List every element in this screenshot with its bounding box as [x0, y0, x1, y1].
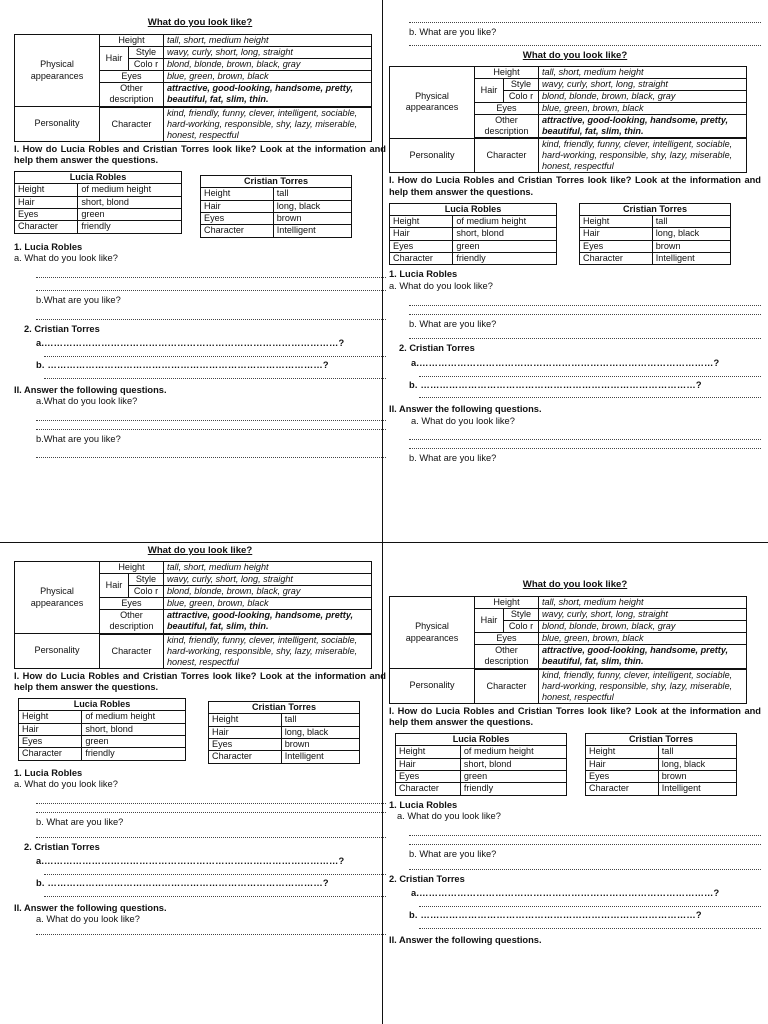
lucia-table: Lucia Robles Height of medium height Hair short, blond Eyes green Character friendly: [389, 203, 557, 266]
worksheet-title: What do you look like?: [522, 49, 628, 61]
answer-line[interactable]: [36, 829, 386, 838]
lucia-table: Lucia Robles Height of medium height Hair short, blond Eyes green Character friendly: [14, 171, 182, 234]
answer-line[interactable]: [36, 408, 386, 421]
answer-line[interactable]: [409, 836, 761, 845]
worksheet-top-left: What do you look like? Physical appearances Height tall, short, medium height Hair Style wavy, curly, short, long, straight Colo r blond, blonde, brown, black, gray Eyes blue, green, brown, black Other description attractive, good-looking, handsome, pretty, beautiful, fat, slim, thin. Personality Character kind, friendly, funny, clever, intelligent, sociable, hard-working, responsible, shy, lazy, miserable, honest, respectful I. How do Lucia Robles and Cristian Torres look like? Look at the information and help them answer the questions. Lucia Robles Height of medium height Hair short, blond Eyes green Character friendly Cristian Torres Height tall Hair long, black Eyes brown Character Intelligent 1. Lucia Robles a. What do you look like? b.What are you like? 2. Cristian Torres a.…………………………………………………………………………………? b. ……………………………………………………………………………? II. Answer the following questions. a.What do you look like? b.What are you like?: [14, 17, 386, 458]
instruction: I. How do Lucia Robles and Cristian Torres look like? Look at the information and help them answer the questions.: [14, 143, 386, 166]
answer-line[interactable]: [36, 421, 386, 430]
worksheet-bottom-right: What do you look like? Physical appearances Height tall, short, medium height Hair Style wavy, curly, short, long, straight Colo r blond, blonde, brown, black, gray Eyes blue, green, brown, black Other description attractive, good-looking, handsome, pretty, beautiful, fat, slim, thin. Personality Character kind, friendly, funny, clever, intelligent, sociable, hard-working, responsible, shy, lazy, miserable, honest, respectful I. How do Lucia Robles and Cristian Torres look like? Look at the information and help them answer the questions. Lucia Robles Height of medium height Hair short, blond Eyes green Character friendly Cristian Torres Height tall Hair long, black Eyes brown Character Intelligent 1. Lucia Robles a. What do you look like? b. What are you like? 2. Cristian Torres a.…………………………………………………………………………………? b. ……………………………………………………………………………? II. Answer the following questions.: [389, 579, 761, 945]
answer-line[interactable]: [409, 427, 761, 440]
answer-line[interactable]: [36, 791, 386, 804]
answer-line[interactable]: [44, 890, 386, 897]
answer-line[interactable]: [409, 330, 761, 339]
vocabulary-table: Physical appearances Height tall, short, medium height Hair Style wavy, curly, short, long, straight Colo r blond, blonde, brown, black, gray Eyes blue, green, brown, black Other description attractive, good-looking, handsome, pretty, beautiful, fat, slim, thin. Personality Character kind, friendly, funny, clever, intelligent, sociable, hard-working, responsible, shy, lazy, miserable, honest, respectful: [389, 66, 747, 174]
cristian-table: Cristian Torres Height tall Hair long, black Eyes brown Character Intelligent: [208, 701, 360, 764]
worksheet-top-right: b. What are you like? What do you look like? Physical appearances Height tall, short, medium height Hair Style wavy, curly, short, long, straight Colo r blond, blonde, brown, black, gray Eyes blue, green, brown, black Other description attractive, good-looking, handsome, pretty, beautiful, fat, slim, thin. Personality Character kind, friendly, funny, clever, intelligent, sociable, hard-working, responsible, shy, lazy, miserable, honest, respectful I. How do Lucia Robles and Cristian Torres look like? Look at the information and help them answer the questions. Lucia Robles Height of medium height Hair short, blond Eyes green Character friendly Cristian Torres Height tall Hair long, black Eyes brown Character Intelligent 1. Lucia Robles a. What do you look like? b. What are you like? 2. Cristian Torres a.…………………………………………………………………………………? b. ……………………………………………………………………………? II. Answer the following questions. a. What do you look like? b. What are you like?: [389, 14, 761, 465]
answer-line[interactable]: [409, 293, 761, 306]
worksheet-title: What do you look like?: [147, 17, 253, 28]
answer-line[interactable]: [419, 391, 761, 398]
worksheet-title: What do you look like?: [522, 579, 628, 590]
answer-line[interactable]: [419, 900, 761, 907]
answer-line[interactable]: [36, 307, 386, 320]
answer-line[interactable]: [36, 804, 386, 813]
answer-line[interactable]: [44, 372, 386, 379]
vocabulary-table: Physical appearances Height tall, short, medium height Hair Style wavy, curly, short, long, straight Colo r blond, blonde, brown, black, gray Eyes blue, green, brown, black Other description attractive, good-looking, handsome, pretty, beautiful, fat, slim, thin. Personality Character kind, friendly, funny, clever, intelligent, sociable, hard-working, responsible, shy, lazy, miserable, honest, respectful: [14, 561, 372, 669]
answer-line[interactable]: [409, 306, 761, 315]
cristian-table: Cristian Torres Height tall Hair long, black Eyes brown Character Intelligent: [585, 733, 737, 796]
instruction: I. How do Lucia Robles and Cristian Torres look like? Look at the information and help them answer the questions.: [389, 175, 761, 198]
answer-line[interactable]: [36, 278, 386, 291]
cristian-table: Cristian Torres Height tall Hair long, black Eyes brown Character Intelligent: [200, 175, 352, 238]
worksheet-bottom-left: What do you look like? Physical appearances Height tall, short, medium height Hair Style wavy, curly, short, long, straight Colo r blond, blonde, brown, black, gray Eyes blue, green, brown, black Other description attractive, good-looking, handsome, pretty, beautiful, fat, slim, thin. Personality Character kind, friendly, funny, clever, intelligent, sociable, hard-working, responsible, shy, lazy, miserable, honest, respectful I. How do Lucia Robles and Cristian Torres look like? Look at the information and help them answer the questions. Lucia Robles Height of medium height Hair short, blond Eyes green Character friendly Cristian Torres Height tall Hair long, black Eyes brown Character Intelligent 1. Lucia Robles a. What do you look like? b. What are you like? 2. Cristian Torres a.…………………………………………………………………………………? b. ……………………………………………………………………………? II. Answer the following questions. a. What do you look like?: [14, 545, 386, 935]
instruction: I. How do Lucia Robles and Cristian Torres look like? Look at the information and help them answer the questions.: [14, 670, 386, 693]
answer-line[interactable]: [409, 39, 761, 46]
worksheet-title: What do you look like?: [147, 545, 253, 556]
answer-line[interactable]: [409, 823, 761, 836]
physical-label: Physical appearances: [15, 34, 100, 106]
lucia-table: Lucia Robles Height of medium height Hair short, blond Eyes green Character friendly: [18, 698, 186, 761]
horizontal-divider: [0, 542, 768, 543]
answer-line[interactable]: [409, 861, 761, 870]
answer-line[interactable]: [44, 350, 386, 357]
vocabulary-table: Physical appearances Height tall, short, medium height Hair Style wavy, curly, short, long, straight Colo r blond, blonde, brown, black, gray Eyes blue, green, brown, black Other description attractive, good-looking, handsome, pretty, beautiful, fat, slim, thin. Personality Character kind, friendly, funny, clever, intelligent, sociable, hard-working, responsible, shy, lazy, miserable, honest, respectful: [14, 34, 372, 142]
vocabulary-table: Physical appearances Height tall, short, medium height Hair Style wavy, curly, short, long, straight Colo r blond, blonde, brown, black, gray Eyes blue, green, brown, black Other description attractive, good-looking, handsome, pretty, beautiful, fat, slim, thin. Personality Character kind, friendly, funny, clever, intelligent, sociable, hard-working, responsible, shy, lazy, miserable, honest, respectful: [389, 596, 747, 704]
instruction: I. How do Lucia Robles and Cristian Torres look like? Look at the information and help them answer the questions.: [389, 705, 761, 728]
answer-line[interactable]: [419, 922, 761, 929]
answer-line[interactable]: [36, 265, 386, 278]
answer-line[interactable]: [36, 926, 386, 935]
answer-line[interactable]: [36, 445, 386, 458]
answer-line[interactable]: [44, 868, 386, 875]
lucia-table: Lucia Robles Height of medium height Hair short, blond Eyes green Character friendly: [395, 733, 567, 796]
cristian-table: Cristian Torres Height tall Hair long, black Eyes brown Character Intelligent: [579, 203, 731, 266]
answer-line[interactable]: [409, 440, 761, 449]
answer-line[interactable]: [419, 370, 761, 377]
answer-line[interactable]: [409, 14, 761, 23]
